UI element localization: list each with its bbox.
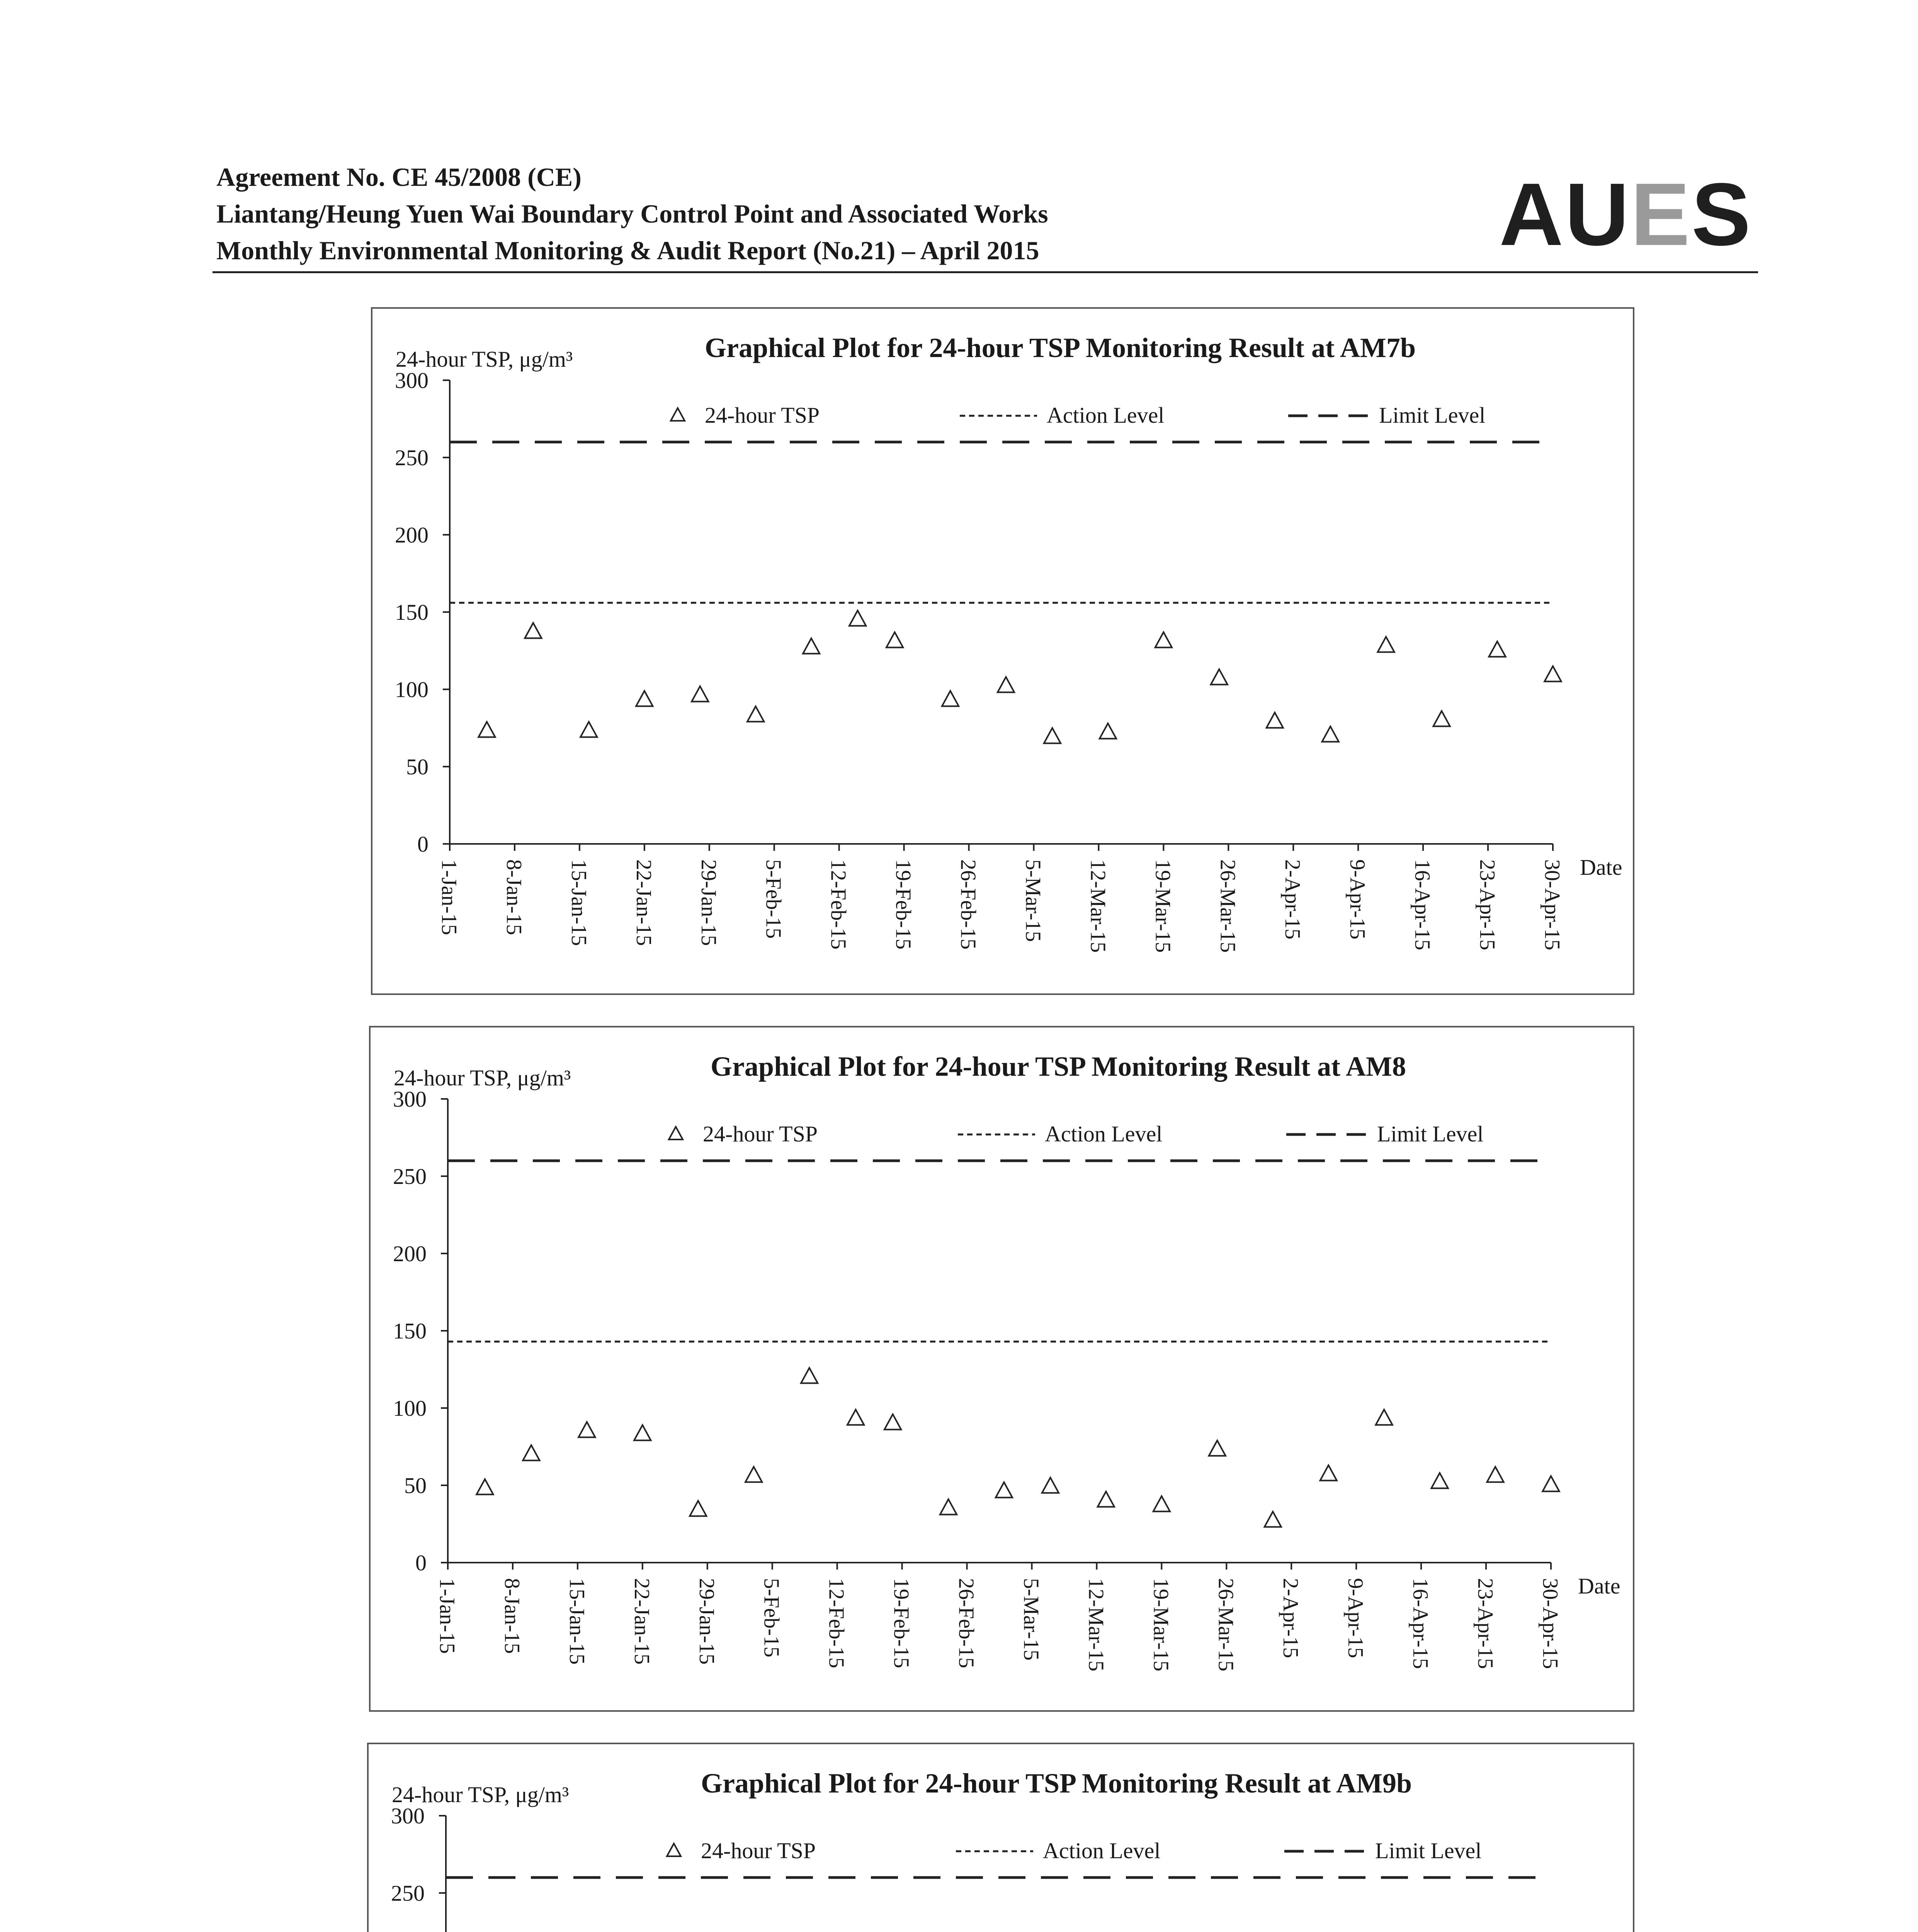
chart-svg xyxy=(369,1744,1633,1932)
x-tick-label: 12-Feb-15 xyxy=(824,1578,848,1668)
x-axis-label: Date xyxy=(1580,855,1622,880)
data-point xyxy=(886,632,903,648)
data-point xyxy=(692,686,708,702)
x-tick-label: 9-Apr-15 xyxy=(1343,1578,1368,1658)
chart-title: Graphical Plot for 24-hour TSP Monitoring Result at AM9b xyxy=(701,1768,1412,1799)
chart-am8 xyxy=(369,1026,1634,1712)
y-tick-label: 100 xyxy=(393,1396,427,1421)
data-point xyxy=(525,623,541,638)
data-point xyxy=(1544,666,1561,682)
y-tick-label: 100 xyxy=(395,677,428,702)
x-tick-label: 2-Apr-15 xyxy=(1280,859,1305,940)
legend-label-limit: Limit Level xyxy=(1377,1121,1484,1146)
data-point xyxy=(1211,669,1228,685)
chart-legend xyxy=(667,1838,1481,1863)
legend-label-action: Action Level xyxy=(1047,403,1165,428)
x-tick-label: 1-Jan-15 xyxy=(437,859,461,935)
data-point xyxy=(580,722,597,737)
legend-label-action: Action Level xyxy=(1045,1121,1163,1146)
y-axis-label: 24-hour TSP, μg/m³ xyxy=(392,1782,569,1807)
legend-label-tsp: 24-hour TSP xyxy=(703,1121,818,1146)
chart-svg xyxy=(372,309,1633,993)
agreement-title: Agreement No. CE 45/2008 (CE) xyxy=(216,162,582,192)
data-point xyxy=(847,1410,864,1425)
x-tick-label: 26-Mar-15 xyxy=(1216,859,1240,953)
x-tick-label: 5-Feb-15 xyxy=(759,1578,784,1658)
project-title: Liantang/Heung Yuen Wai Boundary Control Point and Associated Works xyxy=(216,199,1048,228)
x-tick-label: 5-Mar-15 xyxy=(1019,1578,1043,1661)
y-tick-label: 0 xyxy=(417,832,428,857)
data-point xyxy=(1209,1440,1226,1456)
y-tick-label: 200 xyxy=(395,522,428,548)
x-tick-label: 9-Apr-15 xyxy=(1345,859,1370,940)
x-tick-label: 5-Feb-15 xyxy=(761,859,786,939)
x-tick-label: 29-Jan-15 xyxy=(694,1578,719,1665)
x-tick-label: 22-Jan-15 xyxy=(631,859,656,946)
y-tick-label: 50 xyxy=(406,754,428,779)
legend-label-tsp: 24-hour TSP xyxy=(705,403,820,428)
x-tick-label: 8-Jan-15 xyxy=(502,859,526,935)
x-tick-label: 23-Apr-15 xyxy=(1473,1578,1498,1669)
chart-am7b xyxy=(371,307,1634,995)
x-tick-label: 19-Feb-15 xyxy=(889,1578,913,1668)
x-tick-label: 12-Mar-15 xyxy=(1084,1578,1108,1672)
data-point xyxy=(634,1425,651,1440)
data-point xyxy=(1322,726,1339,742)
chart-title: Graphical Plot for 24-hour TSP Monitoring Result at AM8 xyxy=(710,1051,1406,1082)
x-tick-label: 26-Feb-15 xyxy=(956,859,980,950)
y-tick-label: 50 xyxy=(404,1473,427,1498)
y-tick-label: 200 xyxy=(393,1241,427,1266)
y-tick-label: 0 xyxy=(415,1550,427,1575)
x-tick-label: 30-Apr-15 xyxy=(1538,1578,1562,1669)
chart-title: Graphical Plot for 24-hour TSP Monitoring Result at AM7b xyxy=(704,332,1416,363)
y-tick-label: 300 xyxy=(393,1087,427,1112)
x-tick-label: 19-Mar-15 xyxy=(1149,1578,1173,1672)
x-tick-label: 22-Jan-15 xyxy=(629,1578,654,1665)
x-tick-label: 2-Apr-15 xyxy=(1279,1578,1303,1658)
data-point xyxy=(690,1501,706,1516)
legend-marker-tsp xyxy=(667,1844,681,1856)
legend-label-limit: Limit Level xyxy=(1379,403,1486,428)
x-tick-label: 29-Jan-15 xyxy=(696,859,721,946)
data-point xyxy=(1542,1476,1559,1492)
x-tick-label: 26-Mar-15 xyxy=(1214,1578,1238,1672)
chart-legend xyxy=(671,403,1485,428)
chart-am9b xyxy=(367,1743,1634,1932)
data-point xyxy=(1267,713,1283,728)
data-point xyxy=(745,1467,762,1482)
logo-text-s: S xyxy=(1691,165,1753,264)
x-tick-label: 1-Jan-15 xyxy=(435,1578,459,1654)
x-axis-label: Date xyxy=(1578,1573,1620,1599)
data-point xyxy=(523,1445,539,1461)
data-point xyxy=(1376,1410,1393,1425)
data-point xyxy=(996,1482,1012,1498)
y-tick-label: 300 xyxy=(391,1803,425,1828)
data-point xyxy=(942,691,959,706)
data-point xyxy=(636,691,653,706)
x-tick-label: 8-Jan-15 xyxy=(500,1578,524,1654)
y-tick-label: 250 xyxy=(391,1881,425,1906)
x-tick-label: 12-Feb-15 xyxy=(826,859,850,950)
y-tick-label: 150 xyxy=(393,1318,427,1344)
data-point xyxy=(1487,1467,1503,1482)
data-point xyxy=(884,1414,901,1430)
data-point xyxy=(476,1479,493,1495)
data-point xyxy=(940,1499,957,1515)
y-axis-label: 24-hour TSP, μg/m³ xyxy=(394,1065,571,1090)
data-point xyxy=(1098,1492,1114,1507)
x-tick-label: 16-Apr-15 xyxy=(1410,859,1435,951)
report-title: Monthly Environmental Monitoring & Audit Report (No.21) – April 2015 xyxy=(216,236,1039,265)
data-point xyxy=(747,706,764,722)
legend-label-tsp: 24-hour TSP xyxy=(701,1838,816,1863)
legend-label-action: Action Level xyxy=(1043,1838,1161,1863)
data-point xyxy=(998,677,1014,692)
x-tick-label: 12-Mar-15 xyxy=(1086,859,1110,953)
x-tick-label: 5-Mar-15 xyxy=(1021,859,1045,942)
company-logo xyxy=(1499,165,1753,264)
y-tick-label: 300 xyxy=(395,368,428,393)
x-tick-label: 16-Apr-15 xyxy=(1408,1578,1433,1669)
x-tick-label: 15-Jan-15 xyxy=(566,859,591,946)
data-point xyxy=(1100,723,1116,739)
legend-marker-tsp xyxy=(669,1127,683,1139)
data-point xyxy=(1153,1496,1170,1512)
data-point xyxy=(801,1368,818,1383)
logo-text-au: AU xyxy=(1499,165,1631,264)
data-point xyxy=(1378,637,1394,652)
data-point xyxy=(1042,1478,1059,1493)
data-point xyxy=(578,1422,595,1437)
data-point xyxy=(849,611,866,626)
chart-svg xyxy=(371,1027,1633,1710)
x-tick-label: 15-Jan-15 xyxy=(565,1578,589,1665)
legend-marker-tsp xyxy=(671,408,685,421)
y-axis-label: 24-hour TSP, μg/m³ xyxy=(396,347,573,372)
x-tick-label: 30-Apr-15 xyxy=(1540,859,1564,951)
data-point xyxy=(1432,1473,1448,1488)
data-point xyxy=(478,722,495,737)
legend-label-limit: Limit Level xyxy=(1375,1838,1482,1863)
y-tick-label: 250 xyxy=(395,445,428,470)
data-point xyxy=(1320,1465,1337,1481)
data-point xyxy=(1155,632,1172,648)
x-tick-label: 19-Mar-15 xyxy=(1151,859,1175,953)
header-rule xyxy=(213,271,1758,273)
x-tick-label: 19-Feb-15 xyxy=(891,859,915,950)
x-tick-label: 26-Feb-15 xyxy=(954,1578,978,1668)
chart-legend xyxy=(669,1121,1483,1146)
data-point xyxy=(1433,711,1450,726)
data-point xyxy=(1489,641,1505,657)
logo-text-e: E xyxy=(1631,165,1692,264)
data-point xyxy=(803,638,820,654)
y-tick-label: 150 xyxy=(395,600,428,625)
y-tick-label: 250 xyxy=(393,1164,427,1189)
data-point xyxy=(1044,728,1061,743)
x-tick-label: 23-Apr-15 xyxy=(1475,859,1500,951)
data-point xyxy=(1265,1512,1281,1527)
